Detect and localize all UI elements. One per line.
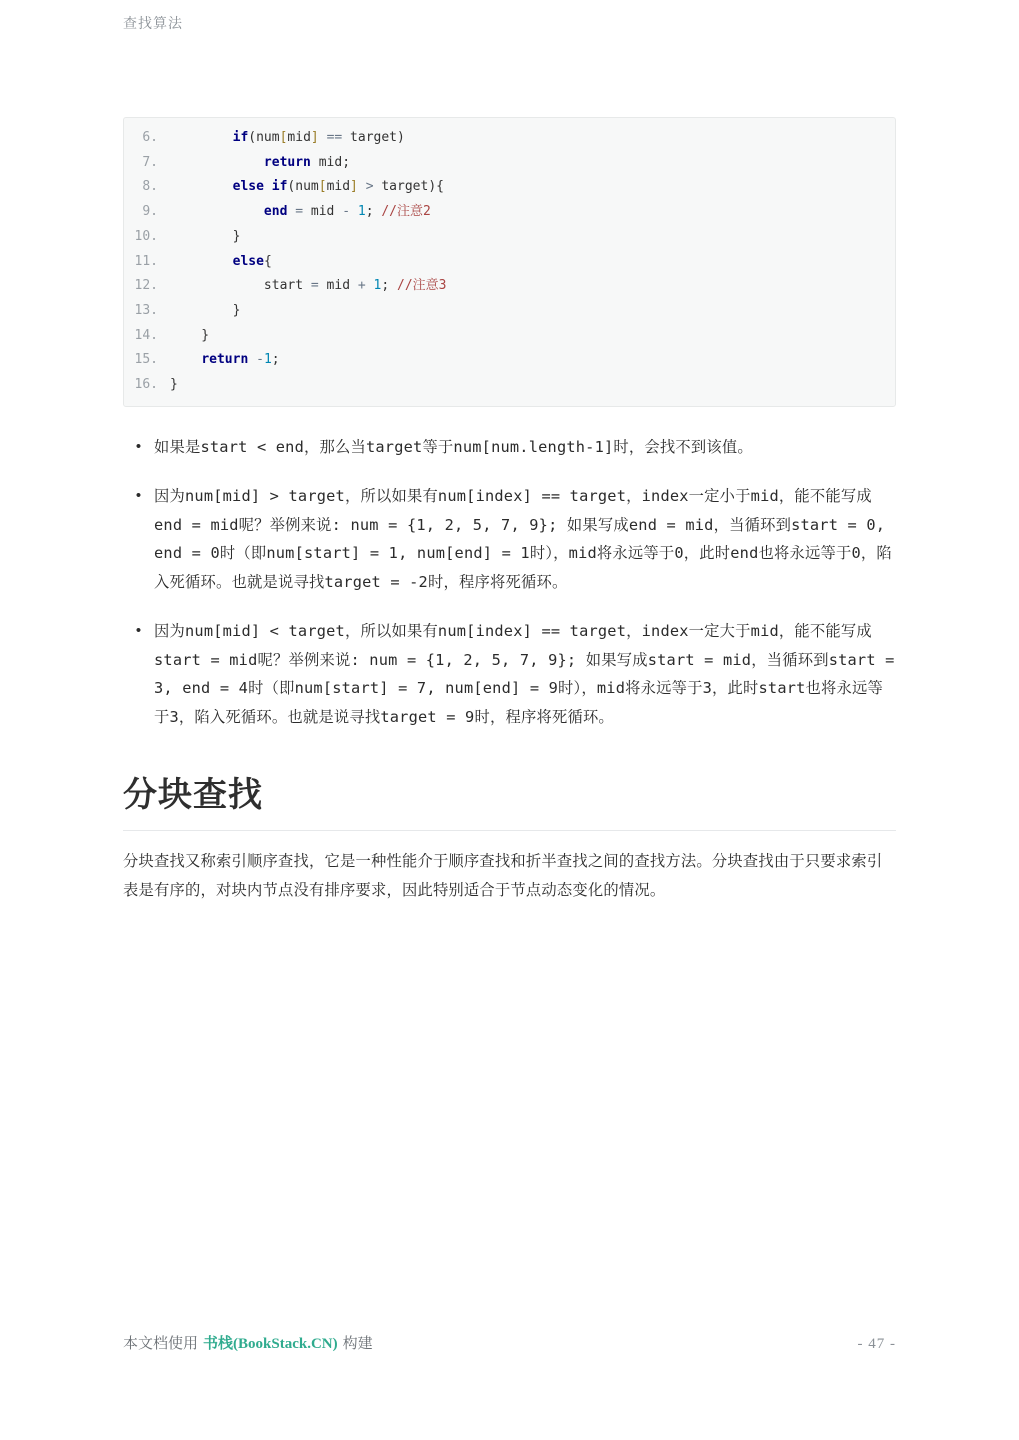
bullet-text: 因为num[mid] > target，所以如果有num[index] == target，index一定小于mid，能不能写成end = mid呢？举例来说: num = {1, 2, 5, 7, 9}; 如果写成end = mid，当循环到start = 0, end = 0时（即num[start] = 1, num[end] = 1时），mid将永远等于0，此时end也将永远等于0，陷入死循环。也就是说寻找target = -2时，程序将死循环。 [154, 487, 892, 591]
page-number: - 47 - [857, 1336, 896, 1352]
line-number: 10. [134, 228, 158, 244]
code-line [124, 200, 895, 225]
code-text: return -1; [201, 352, 280, 368]
section-heading: 分块查找 [123, 767, 896, 831]
line-number: 12. [134, 278, 158, 294]
code-line [124, 348, 895, 373]
code-text: start = mid + 1; //注意3 [170, 278, 447, 294]
bullet-icon: • [135, 487, 142, 505]
bullet-text: 因为num[mid] < target，所以如果有num[index] == target，index一定大于mid，能不能写成start = mid呢？举例来说: num = {1, 2, 5, 7, 9}; 如果写成start = mid，当循环到start = 3, end = 4时（即num[start] = 7, num[end] = 9时），mid将永远等于3，此时start也将永远等于3，陷入死循环。也就是说寻找target = 9时，程序将死循环。 [154, 622, 895, 726]
code-text: } [170, 302, 241, 318]
code-text: return mid; [263, 154, 351, 170]
bullet-icon: • [135, 622, 142, 640]
line-number: 6. [142, 130, 158, 145]
code-text: else if(num[mid] > target){ [232, 179, 444, 195]
line-number: 9. [142, 204, 158, 220]
footer-suffix: 构建 [342, 1336, 373, 1352]
footer-prefix: 本文档使用 [123, 1336, 199, 1352]
code-line [124, 299, 895, 324]
code-text: } [170, 327, 210, 343]
list-item [123, 617, 896, 731]
list-item [123, 433, 896, 462]
bullet-text: 如果是start < end，那么当target等于num[num.length-1]时，会找不到该值。 [154, 437, 753, 456]
code-line [124, 126, 895, 151]
code-block [123, 117, 896, 407]
code-text: else{ [232, 253, 272, 269]
code-line [124, 175, 895, 200]
footer-build-note [123, 1332, 373, 1353]
code-text: } [170, 377, 178, 393]
line-number: 13. [134, 302, 158, 318]
code-text: } [170, 228, 241, 244]
line-number: 14. [134, 327, 158, 343]
bullet-icon: • [135, 437, 142, 455]
code-text: if(num[mid] == target) [232, 130, 405, 145]
page-footer [123, 1332, 896, 1353]
line-number: 16. [134, 377, 158, 393]
line-number: 7. [142, 154, 158, 170]
code-line [124, 225, 895, 250]
line-number: 8. [142, 179, 158, 195]
code-line [124, 250, 895, 275]
list-item [123, 482, 896, 596]
code-line [124, 324, 895, 349]
bullet-list [123, 433, 896, 732]
line-number: 11. [134, 253, 158, 269]
bookstack-link[interactable]: 书栈(BookStack.CN) [203, 1336, 338, 1352]
code-text: end = mid - 1; //注意2 [263, 204, 431, 220]
line-number: 15. [134, 352, 158, 368]
page-header-title: 查找算法 [123, 15, 183, 31]
main-content [123, 117, 896, 905]
section-paragraph: 分块查找又称索引顺序查找，它是一种性能介于顺序查找和折半查找之间的查找方法。分块查找由于只要求索引表是有序的，对块内节点没有排序要求，因此特别适合于节点动态变化的情况。 [123, 852, 883, 900]
code-line [124, 373, 895, 398]
code-line [124, 274, 895, 299]
code-line [124, 151, 895, 176]
